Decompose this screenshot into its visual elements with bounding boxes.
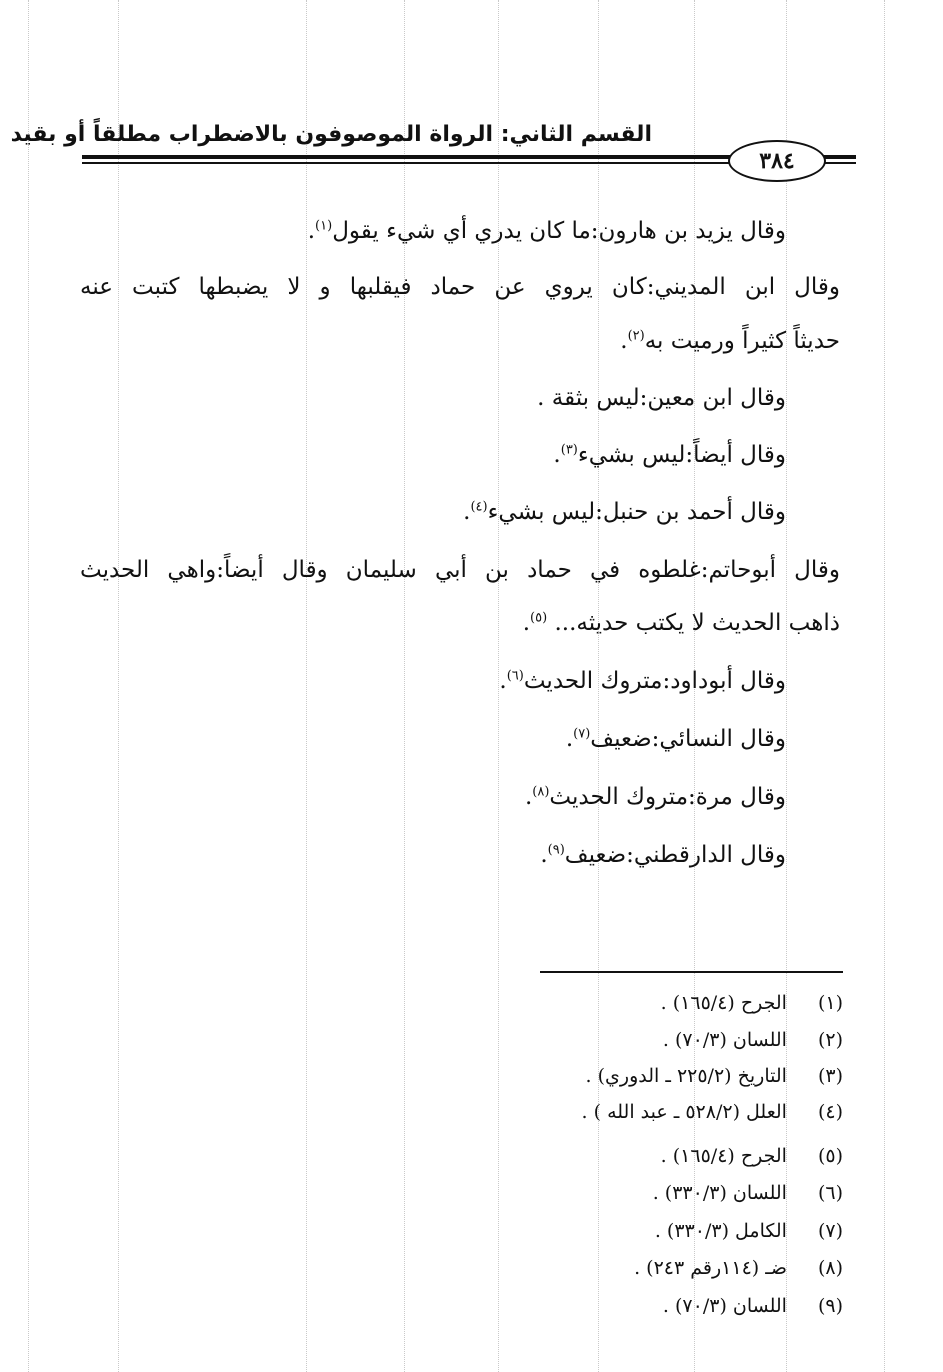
line-text: وقال يزيد بن هارون:ما كان يدري أي شيء يقول	[332, 218, 786, 244]
footnote-text: ضـ (١١٤رقم ٢٤٣) .	[634, 1257, 787, 1279]
footnote-text: الجرح (١٦٥/٤) .	[660, 992, 787, 1014]
footnote-text: اللسان (٣٣٠/٣) .	[652, 1182, 787, 1204]
footnote-number: (١)	[817, 992, 843, 1014]
footnote-text: اللسان (٧٠/٣) .	[662, 1295, 787, 1317]
footnote-text: اللسان (٧٠/٣) .	[662, 1029, 787, 1051]
text-line	[537, 383, 786, 413]
footnote-ref[interactable]: (٢)	[627, 328, 645, 344]
line-text: وقال النسائي:ضعيف	[590, 726, 786, 752]
footnote-ref[interactable]: (٩)	[547, 842, 565, 858]
line-text: وقال أيضاً:ليس بشيء	[577, 442, 786, 468]
footnote-item	[634, 1257, 843, 1279]
line-text: وقال أبوداود:متروك الحديث	[523, 668, 786, 694]
line-text: حديثاً كثيراً ورميت به	[644, 328, 840, 354]
footnote-item	[655, 1220, 843, 1242]
text-line: وقال أحمد بن حنبل:ليس بشيء$^{(٤)}$.	[463, 499, 786, 525]
footnote-number: (٤)	[817, 1101, 843, 1123]
footnote-ref[interactable]: (٧)	[573, 726, 591, 742]
footnote-item	[663, 1295, 843, 1317]
footnote-text: الجرح (١٦٥/٤) .	[660, 1145, 787, 1167]
footnote-item	[661, 1145, 843, 1167]
footnote-ref[interactable]: (٤)	[470, 499, 488, 515]
footnote-item	[582, 1101, 843, 1123]
footnote-ref[interactable]: (٥)	[530, 610, 548, 626]
footnote-ref[interactable]: (٨)	[532, 784, 550, 800]
scan-dots	[306, 0, 307, 1372]
scan-dots	[118, 0, 119, 1372]
footnote-ref[interactable]: (٣)	[560, 442, 578, 458]
text-line: وقال أبوداود:متروك الحديث$^{(٦)}$.	[499, 668, 786, 694]
header-rule-thick	[82, 155, 734, 159]
footnote-number: (٩)	[817, 1295, 843, 1317]
footnote-ref[interactable]: (١)	[315, 218, 333, 234]
text-line: وقال مرة:متروك الحديث$^{(٨)}$.	[524, 784, 786, 810]
text-line: وقال النسائي:ضعيف$^{(٧)}$.	[565, 726, 786, 752]
footnote-separator	[540, 971, 843, 973]
footnote-number: (٣)	[817, 1065, 843, 1087]
footnote-ref[interactable]: (٦)	[506, 668, 524, 684]
text-line: وقال الدارقطني:ضعيف$^{(٩)}$.	[540, 842, 786, 868]
footnote-text: الكامل (٣٣٠/٣) .	[654, 1220, 787, 1242]
text-line: حديثاً كثيراً ورميت به$^{(٢)}$.	[620, 328, 840, 354]
text-line: ذاهب الحديث لا يكتب حديثه... $^{(٥)}$.	[522, 610, 840, 636]
footnote-number: (٨)	[817, 1257, 843, 1279]
footnote-text: التاريخ (٢٢٥/٢ ـ الدوري) .	[585, 1065, 787, 1087]
page-number	[728, 140, 826, 182]
line-text: وقال أحمد بن حنبل:ليس بشيء	[487, 499, 786, 525]
footnote-number: (٥)	[817, 1145, 843, 1167]
header-rule-thin	[82, 162, 734, 164]
line-text: وقال أبوحاتم:غلطوه في حماد بن أبي سليمان وقال أيضاً:واهي الحديث	[80, 557, 840, 583]
text-line: وقال أيضاً:ليس بشيء$^{(٣)}$.	[553, 442, 786, 468]
footnote-item	[653, 1182, 843, 1204]
footnote-item	[661, 992, 843, 1014]
line-text: وقال ابن المديني:كان يروي عن حماد فيقلبها و لا يضبطها كتبت عنه	[80, 274, 840, 300]
line-text: وقال مرة:متروك الحديث	[549, 784, 786, 810]
text-line: وقال يزيد بن هارون:ما كان يدري أي شيء يقول$^{(١)}$.	[307, 218, 786, 244]
footnote-number: (٢)	[817, 1029, 843, 1051]
footnote-number: (٦)	[817, 1182, 843, 1204]
page-number-text: ٣٨٤	[759, 148, 795, 174]
text-line	[80, 555, 840, 585]
page-header-title: القسم الثاني: الرواة الموصوفون بالاضطراب مطلقاً أو بقيد	[10, 122, 652, 147]
scan-dots	[28, 0, 29, 1372]
scan-dots	[404, 0, 405, 1372]
scan-dots	[884, 0, 885, 1372]
text-line	[80, 272, 840, 302]
footnote-text: العلل (٥٢٨/٢ ـ عبد الله ) .	[581, 1101, 787, 1123]
footnote-item	[586, 1065, 843, 1087]
footnote-item	[663, 1029, 843, 1051]
line-text: وقال الدارقطني:ضعيف	[564, 842, 786, 868]
line-text: وقال ابن معين:ليس بثقة .	[537, 385, 786, 411]
line-text: ذاهب الحديث لا يكتب حديثه...	[547, 610, 840, 636]
footnote-number: (٧)	[817, 1220, 843, 1242]
